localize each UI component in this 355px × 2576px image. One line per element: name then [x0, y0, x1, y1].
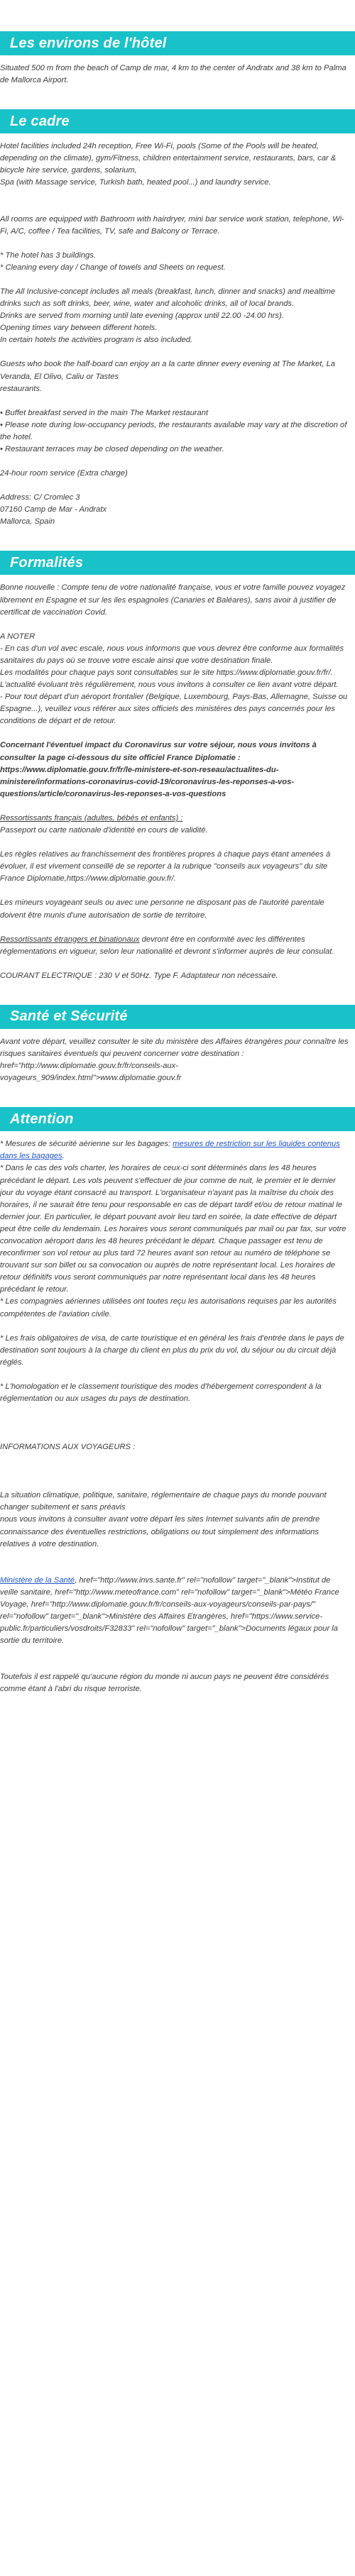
airlines-text: * Les compagnies aériennes utilisées ont toutes reçu les autorisations requises par les autorités compétentes de l'aviation civile. [0, 1297, 337, 1319]
facilities-text: Hotel facilities included 24h reception, Free Wi-Fi, pools (Some of the Pools will be heated, depending on the climate), gym/Fitness, children entertainment service, restaurants, bars, car & bicycle hire service, gardens, solarium, [0, 142, 337, 175]
french-nationals-body: Passeport ou carte nationale d'identité en cours de validité. [0, 826, 208, 835]
classification-text: * L'homologation et le classement touristique des modes d'hébergement correspondent à la réglementation ou aux usages du pays de destination. [0, 1382, 322, 1404]
cadre-heading: Le cadre [0, 109, 355, 133]
environs-content [0, 55, 355, 87]
attention-content [0, 1131, 355, 1695]
cadre-content [0, 133, 355, 528]
all-inclusive-text: The All Inclusive-concept includes all meals (breakfast, lunch, dinner and snacks) and mealtime drinks such as soft drinks, beer, wine, water and alcoholic drinks, all of local brands. [0, 287, 336, 309]
cadre-section [0, 109, 355, 528]
restaurants-text: restaurants. [0, 384, 43, 393]
health-ministry-link[interactable]: Ministère de la Santé [0, 1575, 75, 1585]
attention-section [0, 1107, 355, 1695]
activities-text: In certain hotels the activities program is also included. [0, 336, 193, 345]
list-item: • Please note during low-occupancy periods, the restaurants available may vary at the discretion of the hotel. [0, 419, 349, 444]
foreign-nationals-text [0, 934, 349, 958]
health-advice-text: Avant votre départ, veuillez consulter le site du ministère des Affaires étrangères pour connaître les risques sanitaires éventuels qui peuvent concerner votre destination : href="http://www.diplomatie.gouv.fr/fr/conseils-aux-voyageurs_909/index.html">www.diplomatie.gouv.fr [0, 1037, 349, 1083]
border-rules-text: Les règles relatives au franchissement des frontières propres à chaque pays étant amenées à évoluer, il est vivement conseillé de se reporter à la rubrique "conseils aux voyageurs" du site France Diplomatie,https://www.diplomatie.gouv.fr/. [0, 850, 331, 884]
room-service-text: 24-hour room service (Extra charge) [0, 469, 128, 478]
stopover-text: - En cas d'un vol avec escale, nous vous informons que vous devrez être conforme aux formalités sanitaires du pays où se trouve votre escale ainsi que votre destination finale. [0, 644, 344, 665]
modalities-text: Les modalités pour chaque pays sont consultables sur le site https://www.diplomatie.gouv.fr/fr/. L'actualité évoluant très régulièrement, nous vous invitons à consulter ce lien avant votre départ. [0, 668, 339, 690]
luggage-security-text [0, 1138, 349, 1162]
foreign-nationals-body: devront être en conformité avec les différentes réglementations en vigueur, selon leur nationalité et devront s'informer auprès de leur consulat. [0, 935, 334, 956]
environs-heading: Les environs de l'hôtel [0, 31, 355, 55]
electric-current-text: COURANT ELECTRIQUE : 230 V et 50Hz. Type F. Adaptateur non nécessaire. [0, 971, 278, 980]
list-item: • Buffet breakfast served in the main The Market restaurant [0, 407, 349, 419]
french-nationals-title: Ressortissants français (adultes, bébés et enfants) : [0, 813, 183, 822]
half-board-text: Guests who book the half-board can enjoy an a la carte dinner every evening at The Market, La Veranda, El Olivo, Caliu or Tastes [0, 360, 336, 381]
luggage-security-prefix: * Mesures de sécurité aérienne sur les bagages: [0, 1140, 173, 1149]
restaurant-notes-list [0, 407, 349, 456]
list-item: • Restaurant terraces may be closed depending on the weather. [0, 444, 349, 456]
visa-fees-text: * Les frais obligatoires de visa, de carte touristique et en général les frais d'entrée dans le pays de destination sont toujours à la charge du client en plus du prix du vol, du séjour ou du circuit déjà réglés. [0, 1333, 344, 1367]
liquids-restriction-link[interactable]: mesures de restriction sur les liquides contenus dans les bagages [0, 1140, 340, 1161]
address-line-1: Address: C/ Cromlec 3 [0, 493, 80, 502]
note-title: A NOTER [0, 632, 36, 641]
luggage-security-suffix: . [62, 1152, 65, 1161]
formalites-heading: Formalités [0, 551, 355, 575]
address-line-2: 07160 Camp de Mar - Andratx [0, 505, 107, 514]
travellers-info-title: INFORMATIONS AUX VOYAGEURS : [0, 1443, 136, 1452]
official-sites-text [0, 1575, 349, 1648]
cleaning-note: * Cleaning every day / Change of towels and Sheets on request. [0, 263, 226, 272]
formalites-section [0, 551, 355, 981]
buildings-note: * The hotel has 3 buildings. [0, 251, 96, 260]
rooms-text: All rooms are equipped with Bathroom with hairdryer, mini bar service work station, telephone, Wi-Fi, A/C, coffee / Tea facilities, TV, safe and Balcony or Terrace. [0, 214, 344, 236]
official-sites-rest: , href="http://www.invs.sante.fr" rel="nofollow" target="_blank">Institut de veille sanitaire, href="http://www.meteofrance.com" rel="nofollow" target="_blank">Météo France Voyage, href="http://www.diplomatie.gouv.fr/fr/conseils-aux-voyageurs/conseils-par-pays/" rel="nofollow" target="_blank">Ministère des Affaires Etrangères, href="https://www.service-public.fr/particuliers/vosdroits/F32833" rel="nofollow" target="_blank">Documents légaux pour la sortie du territoire. [0, 1575, 339, 1646]
sante-content [0, 1029, 355, 1084]
environs-text: Situated 500 m from the beach of Camp de mar, 4 km to the center of Andratx and 38 km to Palma de Mallorca Airport. [0, 64, 346, 85]
foreign-nationals-title: Ressortissants étrangers et binationaux [0, 935, 140, 944]
terrorism-risk-text: Toutefois il est rappelé qu'aucune région du monde ni aucun pays ne peuvent être considérés comme étant à l'abri du risque terroriste. [0, 1673, 329, 1694]
formalites-content [0, 575, 355, 981]
border-airport-text: - Pour tout départ d'un aéroport frontalier (Belgique, Luxembourg, Pays-Bas, Allemagne, Suisse ou Espagne...), veuillez vous référer aux sites officiels des ministères des pays concernés pour les conditions de départ et de retour. [0, 693, 348, 726]
sante-heading: Santé et Sécurité [0, 1005, 355, 1029]
consult-sites-text: nous vous invitons à consulter avant votre départ les sites Internet suivants afin de prendre connaissance des éventuelles restrictions, obligations ou tout simplement des informations relatives à votre destination. [0, 1515, 320, 1548]
drinks-text: Drinks are served from morning until late evening (approx until 22.00 -24.00 hrs). [0, 312, 284, 321]
attention-heading: Attention [0, 1107, 355, 1131]
coronavirus-text: Concernant l'éventuel impact du Coronavirus sur votre séjour, nous vous invitons à consulter la page ci-dessous du site officiel France Diplomatie : https://www.diplomatie.gouv.fr/fr/le-ministere-et-son-reseau/actualites-du-ministere/informations-coronavirus-covid-19/coronavirus-les-reponses-a-vos-questions/article/coronavirus-les-reponses-a-vos-questions [0, 741, 317, 798]
environs-section [0, 31, 355, 87]
good-news-text: Bonne nouvelle : Compte tenu de votre nationalité française, vous et votre famille pouvez voyagez librement en Espagne et sur les iles espagnoles (Canaries et Baléares), sans avoir à justifier de certificat de vaccination Covid. [0, 583, 346, 617]
situation-text: La situation climatique, politique, sanitaire, réglementaire de chaque pays du monde pouvant changer subitement et sans préavis [0, 1491, 327, 1512]
opening-times-text: Opening times vary between different hotels. [0, 324, 158, 333]
minors-text: Les mineurs voyageant seuls ou avec une personne ne disposant pas de l'autorité parentale doivent être munis d'une autorisation de sortie de territoire. [0, 898, 324, 920]
spa-text: Spa (with Massage service, Turkish bath, heated pool...) and laundry service. [0, 178, 271, 187]
sante-section [0, 1005, 355, 1084]
address-line-3: Mallorca, Spain [0, 517, 55, 527]
charter-flights-text: * Dans le cas des vols charter, les horaires de ceux-ci sont déterminés dans les 48 heures précédant le départ. Les vols peuvent s'effectuer de jour comme de nuit, le premier et le dernier jour du voyage étant consacré au transport. L'organisateur n'ayant pas la maîtrise du choix des horaires, il ne saurait être tenu pour responsable en cas de départ tardif et/ou de retour matinal le dernier jour. En particulier, le départ pouvant avoir lieu tard en soirée, la date effective de départ peut être celle du lendemain. Les horaires vous seront communiqués par mail ou par fax, sur votre convocation aéroport dans les 48 heures précédant le départ. Chaque passager est tenu de reconfirmer son vol retour au plus tard 72 heures avant son retour au numéro de téléphone se trouvant sur son billet ou sa convocation ou auprès de notre représentant local. Les horaires de retour définitifs vous seront communiqués par notre représentant local dans les 48 heures précédant le retour. [0, 1164, 346, 1294]
